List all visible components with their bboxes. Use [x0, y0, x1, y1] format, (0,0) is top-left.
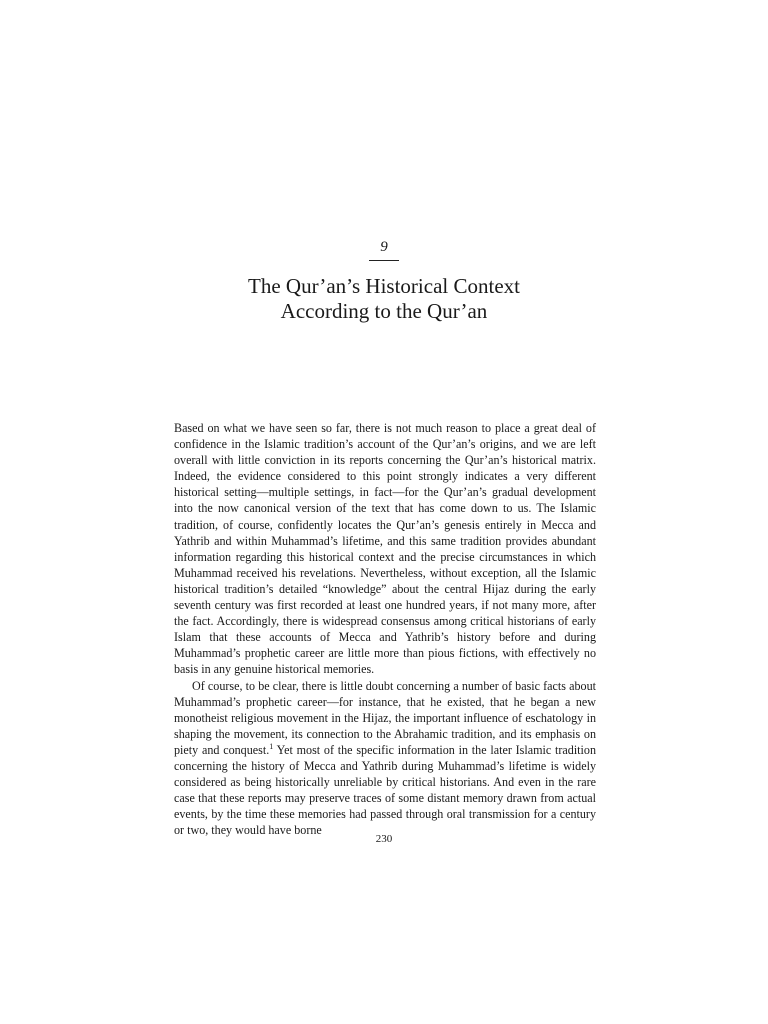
chapter-title-line-2: According to the Qur’an: [280, 299, 488, 323]
chapter-number: 9: [380, 239, 388, 255]
page-number: 230: [375, 833, 393, 845]
paragraph-2-part-2: Yet most of the specific information in the later Islamic tradition concerning the history of Mecca and Yathrib during Muhammad’s lifetime is widely considered as being historically unreliable by critical historians. And even in the rare case that these reports may preserve traces of some distant memory drawn from actual events, by the time these memories had passed through oral transmission for a century or two, they would have borne: [174, 742, 596, 838]
chapter-title: [0, 274, 768, 324]
chapter-title-line-1: The Qur’an’s Historical Context: [248, 274, 520, 298]
paragraph-2-part-1: Of course, to be clear, there is little doubt concerning a number of basic facts about Muhammad’s prophetic career—for instance, that he existed, that he began a new monotheist religious movement in the Hijaz, the important influence of eschatology in shaping the movement, its connection to the Abrahamic tradition, and its emphasis on piety and conquest.: [174, 678, 596, 757]
footnote-marker[interactable]: 1: [269, 741, 274, 751]
paragraph-1: Based on what we have seen so far, there is not much reason to place a great deal of confidence in the Islamic tradition’s account of the Qur’an’s origins, and we are left overall with little conviction in its reports concerning the Qur’an’s historical matrix. Indeed, the evidence considered to this point strongly indicates a very different historical setting—multiple settings, in fact—for the Qur’an’s gradual development into the now canonical version of the text that has come down to us. The Islamic tradition, of course, confidently locates the Qur’an’s genesis entirely in Mecca and Yathrib and within Muhammad’s lifetime, and this same tradition provides abundant information regarding this historical context and the precise circumstances in which Muhammad received his revelations. Nevertheless, without exception, all the Islamic historical tradition’s detailed “knowledge” about the central Hijaz during the early seventh century was first recorded at least one hundred years, if not many more, after the fact. Accordingly, there is widespread consensus among critical historians of early Islam that these accounts of Mecca and Yathrib’s history before and during Muhammad’s prophetic career are little more than pious fictions, with effectively no basis in any genuine historical memories.: [174, 421, 596, 677]
body-text: [174, 420, 596, 838]
chapter-number-rule: [369, 260, 399, 261]
paragraph-2: [174, 678, 596, 839]
